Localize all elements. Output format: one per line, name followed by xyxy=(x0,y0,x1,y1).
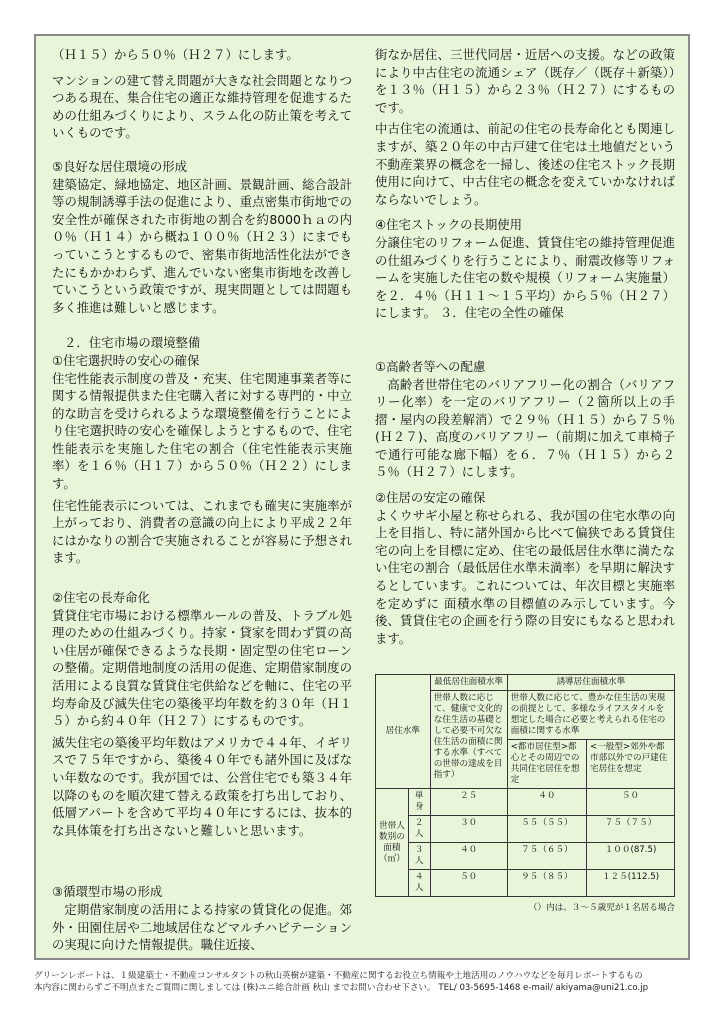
paragraph: 住宅性能表示制度の普及・充実、住宅関連事業者等に関する情報提供また住宅購入者に対する専門的・中立的な助言を受けられるような環境整備を行うことにより住宅選択時の安心を確保しようとするもので、住宅性能表示を実施した住宅の割合（住宅性能表示実施率）を１６％（Ｈ１７）から５０％（Ｈ２２）にします。 xyxy=(52,370,352,492)
paragraph: 滅失住宅の築後平均年数はアメリカで４４年、イギリスで７５年ですから、築後４０年でも諸外国に及ばない年数なのです。我が国では、公営住宅でも築３４年以降のものを順次建て替える政策を打ち出しており、低層アパートを含めて平均４０年にするには、抜本的な具体策を打ち出さないと難しいと思います。 xyxy=(52,734,352,838)
footer-line: グリーンレポートは、１級建築士・不動産コンサルタントの秋山英樹が建築・不動産に関するお役立ち情報や土地活用のノウハウなどを毎月レポートするもの xyxy=(34,971,643,981)
section-heading: ④住宅ストックの長期使用 xyxy=(375,217,523,233)
table-cell: ３人 xyxy=(408,843,430,870)
table-cell: ４０ xyxy=(507,789,586,816)
table-cell: ２人 xyxy=(408,816,430,843)
chapter-heading: ２．住宅市場の環境整備 xyxy=(64,335,201,351)
table-cell: ５０ xyxy=(587,789,675,816)
table-row xyxy=(376,789,675,816)
table-cell: <都市居住型>都心とその周辺での共同住宅居住を想定 xyxy=(507,740,586,789)
section-heading: ①住宅選択時の安心の確保 xyxy=(52,352,200,368)
paragraph: 高齢者世帯住宅のバリアフリー化の割合（バリアフリー化率）を一定のバリアフリー（２箇所以上の手摺・屋内の段差解消）で２９％（Ｈ１５）から７５％(Ｈ２７)、高度のバリアフリー（前期に加えて車椅子で通行可能な廊下幅）を６．７％（Ｈ１５）から２５％（Ｈ２７）にします。 xyxy=(375,376,675,480)
table-cell: ９５（８５） xyxy=(507,870,586,897)
table-row xyxy=(376,816,675,843)
paragraph: 建築協定、緑地協定、地区計画、景観計画、総合設計等の規制誘導手法の促進により、重点密集市街地での安全性が確保された市街地の割合を約8000ｈａの内０％（Ｈ１４）から概ね１００％（Ｈ２３）にまでもっていこうとするもので、密集市街地活性化法ができたにもかかわらず、進んでいない密集市街地を改善していこうという政策ですが、現実問題としては問題も多く推進は難しいと感じます。 xyxy=(52,176,352,315)
table-cell: １２５(112.5) xyxy=(587,870,675,897)
section-heading: ①高齢者等への配慮 xyxy=(375,358,486,374)
section-heading: ②住宅の長寿命化 xyxy=(52,590,150,606)
paragraph: 中古住宅の流通は、前記の住宅の長寿命化とも関連しますが、築２０年の中古戸建て住宅は土地値だという不動産業界の概念を一掃し、後述の住宅ストック長期使用に向けて、中古住宅の概念を変えていかなければならないでしょう。 xyxy=(375,121,675,207)
table-cell: ７５（６５） xyxy=(507,843,586,870)
paragraph: 分譲住宅のリフォーム促進、賃貸住宅の維持管理促進の仕組みづくりを行うことにより、耐震改修等リフォームを実施した住宅の数や規模（リフォーム実施量）を２．４％（Ｈ１１～１５平均）から５％（Ｈ２７）にします。 ３．住宅の全性の確保 xyxy=(375,234,675,321)
table-cell: ４０ xyxy=(430,843,507,870)
paragraph: 定期借家制度の活用による持家の賃貸化の促進。郊外・田園住居や二地域居住などマルチハビテーションの実現に向けた情報提供。職住近接、 xyxy=(52,901,352,953)
table-row xyxy=(376,870,675,897)
table-cell: ７５（７５） xyxy=(587,816,675,843)
paragraph: （Ｈ１５）から５０％（Ｈ２７）にします。 xyxy=(52,47,299,62)
paragraph: 住宅性能表示については、これまでも確実に実施率が上がっており、消費者の意識の向上により平成２２年にはかなりの割合で実施されることが容易に予想されます。 xyxy=(52,497,352,566)
table-cell: 居住水準 xyxy=(376,675,431,789)
table-header-cell: 最低居住面積水準 xyxy=(430,675,507,691)
table-cell: ５０ xyxy=(430,870,507,897)
paragraph: 街なか居住、三世代同居・近居への支援。などの政策により中古住宅の流通シェア（既存／（既存＋新築））を１３％（Ｈ１５）から２３％（Ｈ２７）にするものです。 xyxy=(375,47,675,115)
paragraph: よくウサギ小屋と称せられる、我が国の住宅水準の向上を目指し、特に諸外国から比べて偏狭である賃貸住宅の向上を目標に定め、住宅の最低居住水準に満たない住宅の割合（最低居住水準未満率）を早期に解決するとしています。これについては、年次目標と実施率を定めずに 面積水準の目標値のみ示しています。今後、賃貸住宅の企画を行う際の目安にもなると思われます。 xyxy=(375,507,675,646)
table-cell: <一般型>郊外や都市部以外での戸建住宅居住を想定 xyxy=(587,740,675,789)
table-cell: ２５ xyxy=(430,789,507,816)
report-panel xyxy=(34,34,690,960)
left-column xyxy=(52,46,352,962)
table-row xyxy=(376,675,675,691)
section-heading: ③循環型市場の形成 xyxy=(52,884,163,900)
table-cell: ４人 xyxy=(408,870,430,897)
footer xyxy=(34,970,724,994)
table-cell: 世帯人数に応じて、豊かな住生活の実現の前提として、多様なライフスタイルを想定した場合に必要と考えられる住宅の面積に関する水準 xyxy=(507,691,674,740)
table-cell: 世帯人数に応じて、健康で文化的な住生活の基礎として必要不可欠な住生活の面積に関する水準（すべての世帯の達成を目指す） xyxy=(430,691,507,789)
paragraph: マンションの建て替え問題が大きな社会問題となりつつある現在、集合住宅の適正な維持管理を促進するための仕組みづくりにより、スラム化の防止策を考えていくものです。 xyxy=(52,72,352,141)
table-row xyxy=(376,843,675,870)
table-cell: 単身 xyxy=(408,789,430,816)
table-cell: ３０ xyxy=(430,816,507,843)
table-cell: ５５（５５） xyxy=(507,816,586,843)
area-standard-table-box xyxy=(375,674,675,942)
right-column xyxy=(375,46,675,655)
table-note: （）内は、３～５歳児が１名居る場合 xyxy=(528,903,675,913)
paragraph: 賃貸住宅市場における標準ルールの普及、トラブル処理のための仕組みづくり。持家・貸家を問わず質の高い住居が確保できるような長期・固定型の住宅ローンの整備。定期借地制度の活用の促進、定期借家制度の活用による良質な賃貸住宅供給などを軸に、住宅の平均寿命及び滅失住宅の築後平均年数を約３０年（Ｈ１５）から約４０年（Ｈ２７）にするものです。 xyxy=(52,607,352,729)
section-heading: ⑤良好な居住環境の形成 xyxy=(52,158,188,174)
table-cell: １００(87.5) xyxy=(587,843,675,870)
section-heading: ②住居の安定の確保 xyxy=(375,490,486,506)
table-cell: 世帯人数別の面積（㎡） xyxy=(376,789,409,897)
area-standard-table xyxy=(375,674,675,897)
footer-line: 本内容に関わらずご不明点またご質問に関しましては (株)ユニ総合計画 秋山 までお問い合わせ下さい。 TEL/ 03-5695-1468 e-mail/ akiyama@uni21.co.jp xyxy=(34,983,649,993)
table-header-cell: 誘導居住面積水準 xyxy=(507,675,674,691)
